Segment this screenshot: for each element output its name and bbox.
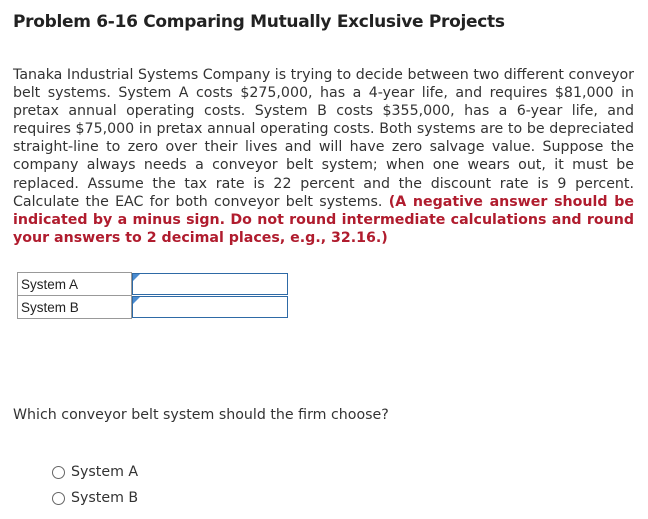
eac-input-system-b[interactable]: [132, 296, 288, 318]
answer-cell-system-b: [132, 296, 289, 319]
rounding-instruction: (A negative answer should be indicated by a minus sign. Do not round intermediate calculations and round your answers to 2 decimal places, e.g., 32.16.): [13, 193, 634, 246]
input-flag-icon: [133, 297, 140, 304]
answer-label-system-a: System A: [18, 273, 132, 296]
eac-input-system-a[interactable]: [132, 273, 288, 295]
problem-description: [13, 66, 634, 247]
eac-answer-table: [17, 272, 289, 319]
option-system-b[interactable]: [52, 485, 138, 511]
answer-row-system-a: [18, 273, 289, 296]
choice-question: Which conveyor belt system should the firm choose?: [13, 407, 389, 423]
answer-cell-system-a: [132, 273, 289, 296]
radio-button-system-a[interactable]: [52, 466, 65, 479]
answer-row-system-b: [18, 296, 289, 319]
problem-body-text: Tanaka Industrial Systems Company is trying to decide between two different conveyor belt systems. System A costs $275,000, has a 4-year life, and requires $81,000 in pretax annual operating costs. System B costs $355,000, has a 6-year life, and requires $75,000 in pretax annual operating costs. Both systems are to be depreciated straight-line to zero over their lives and will have zero salvage value. Suppose the company always needs a conveyor belt system; when one wears out, it must be replaced. Assume the tax rate is 22 percent and the discount rate is 9 percent. Calculate the EAC for both conveyor belt systems.: [13, 67, 634, 210]
radio-button-system-b[interactable]: [52, 492, 65, 505]
answer-label-system-b: System B: [18, 296, 132, 319]
input-flag-icon: [133, 274, 140, 281]
option-label-system-b: System B: [71, 490, 139, 506]
system-choice-group: [52, 459, 138, 511]
problem-title: Problem 6-16 Comparing Mutually Exclusive Projects: [13, 12, 505, 32]
option-label-system-a: System A: [71, 464, 139, 480]
option-system-a[interactable]: [52, 459, 138, 485]
